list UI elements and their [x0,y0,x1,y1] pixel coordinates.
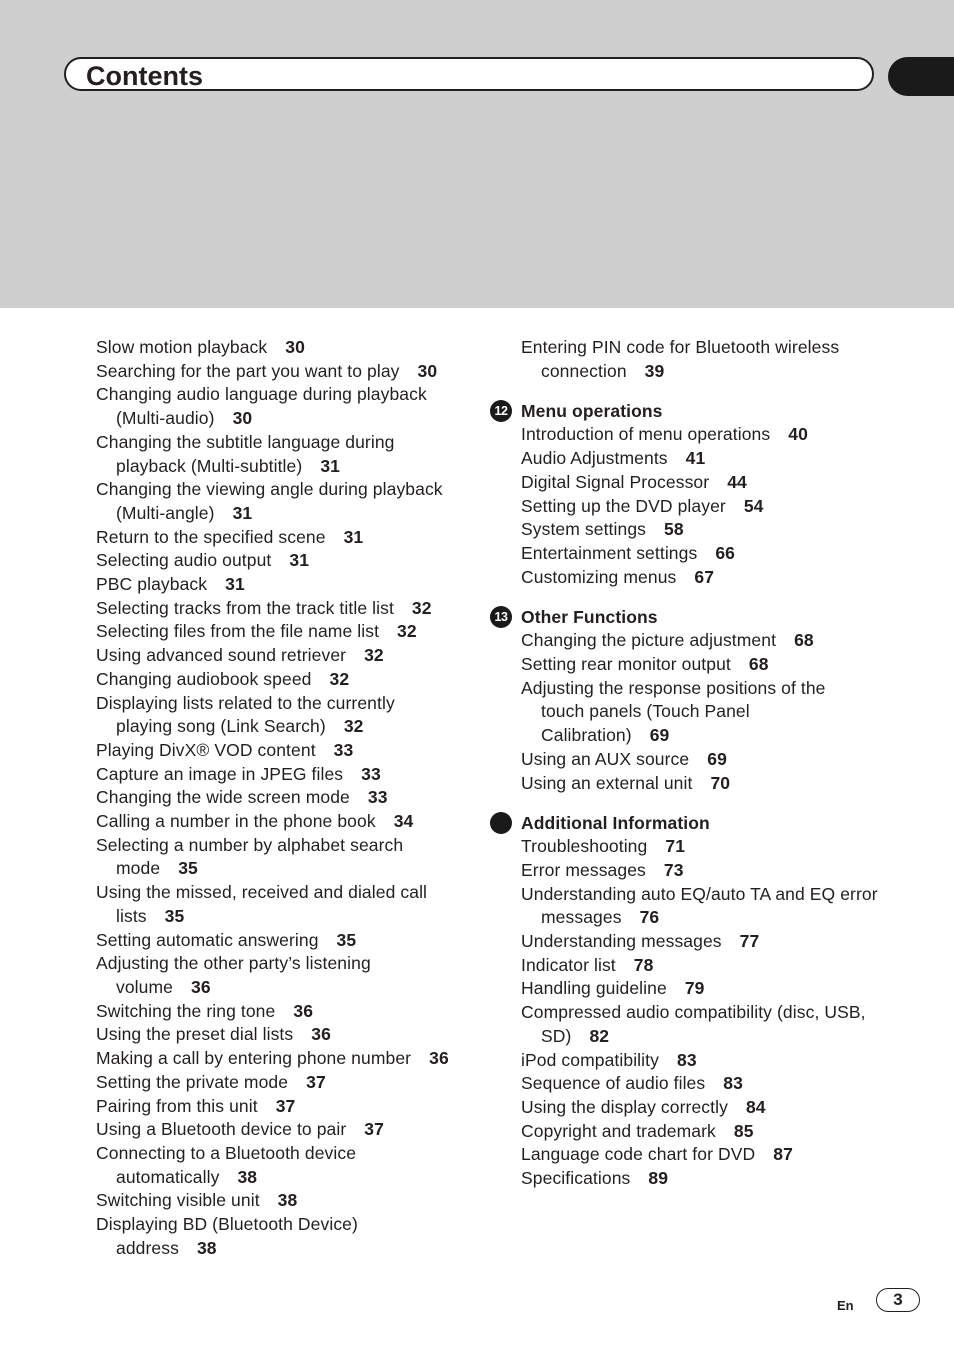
toc-entry[interactable] [521,677,921,748]
toc-page-number: 89 [648,1168,669,1189]
toc-entry-text: Using the display correctly 84 [521,1096,766,1117]
toc-entry-text: Displaying BD (Bluetooth Device) [96,1214,358,1235]
toc-entry[interactable] [521,447,921,471]
toc-entry-text: Setting rear monitor output 68 [521,654,769,675]
toc-page-number: 37 [364,1119,384,1140]
toc-entry[interactable] [96,526,476,550]
toc-entry[interactable] [96,1047,476,1071]
toc-entry-text: Searching for the part you want to play 30 [96,360,438,381]
toc-page-number: 33 [333,739,354,760]
toc-entry[interactable] [521,566,921,590]
toc-page-number: 73 [663,859,684,880]
toc-page-number: 76 [639,907,660,928]
chapter-number-badge [490,812,512,834]
toc-page-number: 82 [589,1025,610,1046]
toc-entry[interactable] [96,1000,476,1024]
toc-page-number: 40 [788,424,808,445]
toc-entry-text: Adjusting the other party’s listening [96,953,371,974]
toc-page-number: 31 [343,526,364,547]
toc-page-number: 37 [306,1071,326,1092]
toc-entry-text: Digital Signal Processor 44 [521,471,747,492]
toc-entry-text: Using an AUX source 69 [521,748,727,769]
toc-entry[interactable] [96,1213,476,1260]
toc-entry[interactable] [96,739,476,763]
toc-page-number: 68 [794,630,814,651]
toc-page-number: 84 [745,1096,766,1117]
toc-page-number: 32 [329,668,350,689]
toc-page-number: 54 [743,495,764,516]
toc-entry-text: Selecting a number by alphabet search [96,834,404,855]
toc-entry-text: Adjusting the response positions of the [521,677,826,698]
toc-entry[interactable] [96,1071,476,1095]
toc-entry-text: Language code chart for DVD 87 [521,1144,793,1165]
toc-entry-text: Connecting to a Bluetooth device [96,1142,357,1163]
toc-page-number: 33 [367,787,388,808]
section-heading[interactable] [494,605,921,629]
toc-entry[interactable] [521,1049,921,1073]
toc-entry[interactable] [521,859,921,883]
toc-entry[interactable] [521,1096,921,1120]
toc-entry[interactable] [96,668,476,692]
toc-entry[interactable] [521,336,921,383]
toc-entry-text: Using the missed, received and dialed call [96,882,428,903]
toc-entry[interactable] [521,471,921,495]
toc-page-number: 32 [364,645,384,666]
toc-entry[interactable] [96,336,476,360]
section-heading-text: Other Functions [521,607,658,628]
toc-entry[interactable] [96,834,476,881]
toc-page-number: 69 [649,725,670,746]
toc-entry-text: Calibration) 69 [541,725,670,746]
toc-page-number: 31 [320,455,340,476]
toc-page-number: 58 [664,519,684,540]
toc-entry[interactable] [96,1142,476,1189]
toc-page-number: 79 [684,978,705,999]
toc-page-number: 69 [707,748,727,769]
toc-entry-text: Return to the specified scene 31 [96,526,364,547]
toc-entry-text: Selecting files from the file name list 32 [96,621,417,642]
toc-entry[interactable] [521,423,921,447]
toc-entry-text: Calling a number in the phone book 34 [96,811,414,832]
toc-left-column [96,336,476,1260]
toc-entry[interactable] [96,620,476,644]
toc-entry-text: Changing audio language during playback [96,384,427,405]
toc-entry[interactable] [96,786,476,810]
toc-entry-text: Changing audiobook speed 32 [96,668,350,689]
toc-entry[interactable] [521,954,921,978]
toc-entry-text: messages 76 [541,907,660,928]
toc-entry[interactable] [96,692,476,739]
toc-entry[interactable] [521,1143,921,1167]
toc-entry-text: Setting up the DVD player 54 [521,495,764,516]
toc-entry-text: Customizing menus 67 [521,566,715,587]
toc-page-number: 36 [429,1048,449,1069]
toc-page-number: 30 [417,360,438,381]
toc-entry-text: Understanding messages 77 [521,931,760,952]
toc-page-number: 35 [178,858,198,879]
chapter-number-badge: 12 [490,400,512,422]
toc-entry-text: PBC playback 31 [96,574,245,595]
toc-entry-text: (Multi-angle) 31 [116,502,253,523]
toc-entry-text: iPod compatibility 83 [521,1049,697,1070]
toc-entry[interactable] [521,1167,921,1191]
toc-entry-text: lists 35 [116,905,185,926]
toc-page-number: 70 [710,772,731,793]
toc-page-number: 32 [343,716,364,737]
toc-page-number: 78 [633,954,654,975]
toc-page-number: 37 [275,1095,296,1116]
toc-entry[interactable] [96,810,476,834]
toc-entry-text: Changing the wide screen mode 33 [96,787,388,808]
toc-entry-text: Handling guideline 79 [521,978,705,999]
toc-entry-text: Error messages 73 [521,859,684,880]
toc-page-number: 68 [748,654,769,675]
toc-entry-text: Switching visible unit 38 [96,1190,298,1211]
toc-page-number: 33 [361,763,381,784]
toc-page-number: 38 [277,1190,298,1211]
toc-entry-text: Compressed audio compatibility (disc, USB, [521,1002,866,1023]
toc-entry[interactable] [96,1023,476,1047]
toc-entry-text: Troubleshooting 71 [521,836,686,857]
section-tab [888,57,954,96]
page-title: Contents [86,61,203,91]
toc-page-number: 83 [723,1073,743,1094]
toc-page-number: 44 [727,471,747,492]
toc-entry-text: Entering PIN code for Bluetooth wireless [521,337,840,357]
toc-entry[interactable] [521,930,921,954]
toc-page-number: 32 [397,621,417,642]
toc-page-number: 87 [773,1144,793,1165]
toc-section [521,811,921,1191]
toc-entry-text: Setting automatic answering 35 [96,929,357,950]
toc-entry-text: Using the preset dial lists 36 [96,1024,331,1045]
toc-entry[interactable] [521,653,921,677]
toc-page-number: 39 [644,360,665,381]
toc-entry[interactable] [521,518,921,542]
toc-page-number: 30 [232,408,253,429]
toc-page-number: 66 [715,542,735,563]
toc-entry-text: Copyright and trademark 85 [521,1120,754,1141]
toc-entry[interactable] [521,1001,921,1048]
toc-entry-text: touch panels (Touch Panel [541,701,750,722]
toc-entry-text: Displaying lists related to the currently [96,692,395,713]
toc-entry[interactable] [521,495,921,519]
toc-entry[interactable] [521,1072,921,1096]
toc-page-number: 77 [739,931,760,952]
toc-entry-text: address 38 [116,1237,217,1258]
page-number: 3 [893,1290,903,1309]
toc-entry-text: playback (Multi-subtitle) 31 [116,455,340,476]
toc-entry[interactable] [521,1120,921,1144]
toc-entry-text: Entertainment settings 66 [521,542,735,563]
toc-page-number: 36 [191,976,211,997]
toc-entry[interactable] [96,597,476,621]
toc-entry-text: Playing DivX® VOD content 33 [96,739,354,760]
toc-entry[interactable] [96,929,476,953]
toc-entry-text: Pairing from this unit 37 [96,1095,296,1116]
toc-entry-text: Using an external unit 70 [521,772,731,793]
toc-entry[interactable] [96,1118,476,1142]
toc-page-number: 31 [225,574,245,595]
toc-entry[interactable] [96,952,476,999]
toc-entry[interactable] [521,835,921,859]
toc-page-number: 36 [293,1000,314,1021]
toc-entry[interactable] [96,478,476,525]
toc-entry-text: connection 39 [541,360,665,381]
toc-entry-text: Making a call by entering phone number 36 [96,1048,449,1069]
toc-entry[interactable] [521,883,921,930]
title-frame [64,57,874,91]
toc-entry-text: Setting the private mode 37 [96,1071,326,1092]
section-heading[interactable] [521,811,921,835]
toc-page-number: 83 [676,1049,697,1070]
toc-entry-text: Switching the ring tone 36 [96,1000,314,1021]
toc-page-number: 35 [164,905,185,926]
toc-entry[interactable] [96,644,476,668]
toc-entry-text: volume 36 [116,976,211,997]
toc-entry-text: Understanding auto EQ/auto TA and EQ error [521,883,878,904]
toc-entry[interactable] [96,573,476,597]
toc-page-number: 30 [285,337,305,357]
toc-page-number: 31 [289,550,310,571]
toc-right-column [494,336,921,1191]
toc-entry[interactable] [521,629,921,653]
toc-page-number: 31 [232,502,253,523]
toc-section [494,399,921,589]
toc-entry-text: Specifications 89 [521,1168,669,1189]
section-heading-text: Additional Information [521,813,710,834]
toc-entry-text: Indicator list 78 [521,954,654,975]
section-heading[interactable] [494,399,921,423]
toc-entry[interactable] [521,542,921,566]
toc-entry-text: Using a Bluetooth device to pair 37 [96,1119,384,1140]
toc-entry-text: Using advanced sound retriever 32 [96,645,384,666]
toc-entry[interactable] [96,360,476,384]
toc-page-number: 38 [237,1166,258,1187]
toc-entry[interactable] [96,1189,476,1213]
toc-entry-text: SD) 82 [541,1025,610,1046]
toc-entry[interactable] [521,772,921,796]
toc-entry[interactable] [521,748,921,772]
toc-entry-text: Changing the viewing angle during playback [96,479,443,500]
toc-section [494,605,921,795]
toc-page-number: 67 [694,566,715,587]
toc-entry[interactable] [96,383,476,430]
toc-page-number: 36 [311,1024,331,1045]
toc-entry-text: Selecting audio output 31 [96,550,310,571]
toc-entry-text: automatically 38 [116,1166,258,1187]
header-band [0,0,954,308]
toc-entry[interactable] [96,1095,476,1119]
toc-entry-text: Audio Adjustments 41 [521,448,706,469]
language-label: En [837,1298,854,1313]
toc-entry[interactable] [96,881,476,928]
toc-entry-text: playing song (Link Search) 32 [116,716,364,737]
toc-entry-text: Capture an image in JPEG files 33 [96,763,381,784]
toc-entry[interactable] [96,431,476,478]
toc-entry-text: Introduction of menu operations 40 [521,424,808,445]
section-heading-text: Menu operations [521,401,663,422]
toc-page-number: 35 [336,929,357,950]
toc-page-number: 85 [733,1120,754,1141]
toc-entry-text: Changing the picture adjustment 68 [521,630,814,651]
toc-page-number: 41 [685,448,706,469]
page-number-badge [876,1288,920,1312]
toc-page-number: 32 [411,597,432,618]
toc-entry-text: mode 35 [116,858,198,879]
toc-page-number: 71 [665,836,686,857]
toc-entry[interactable] [521,977,921,1001]
toc-entry[interactable] [96,549,476,573]
toc-entry-text: (Multi-audio) 30 [116,408,253,429]
toc-section [521,336,921,383]
toc-entry-text: Selecting tracks from the track title list 32 [96,597,432,618]
toc-entry[interactable] [96,763,476,787]
toc-entry-text: Changing the subtitle language during [96,431,395,452]
chapter-number-badge: 13 [490,606,512,628]
toc-entry-text: Sequence of audio files 83 [521,1073,743,1094]
toc-page-number: 34 [393,811,414,832]
toc-page-number: 38 [196,1237,217,1258]
toc-entry-text: System settings 58 [521,519,684,540]
toc-entry-text: Slow motion playback 30 [96,337,305,357]
